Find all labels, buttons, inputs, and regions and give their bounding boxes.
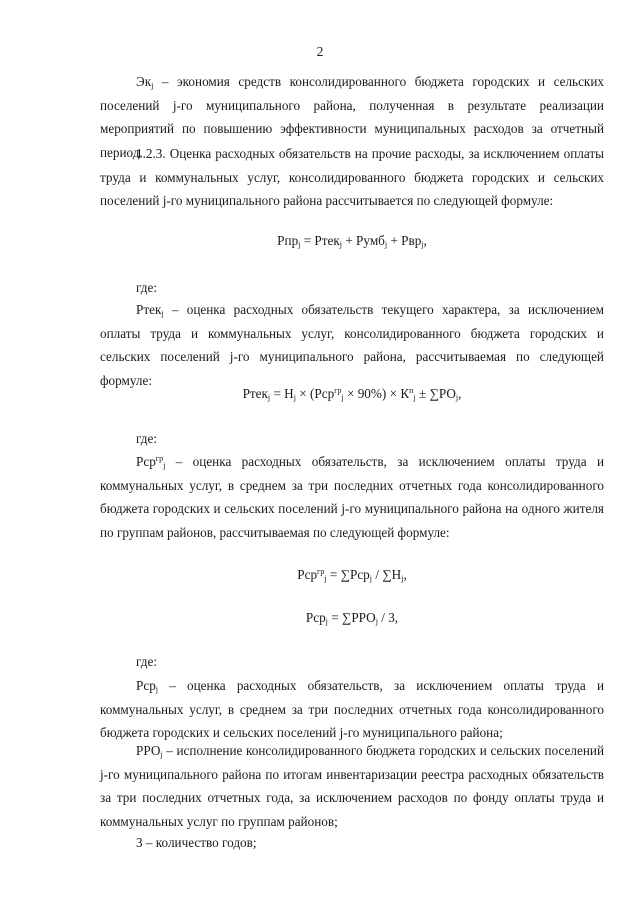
formula-rsr: $Рср_j = \sum РРО_j / 3$, (305, 610, 399, 626)
paragraph-rsr-gr: Рср$^{гр}_j$ – оценка расходных обязательств, за исключением оплаты труда и коммунальных услуг, в среднем за три последних отчетных года консолидированного бюджета городских и сельских поселений j-го муниципального района на одного жителя по группам районов, рассчитываемая по следующей формуле: (100, 454, 604, 540)
formula-rsr-gr: $Рср^{гр}_j = \sum Рср_j / \sum Н_j$, (297, 567, 407, 583)
label-gde-1: где: (136, 280, 157, 295)
formula-rtek: Ртек$_j$ = $Н_j \times (Рср^{гр}_j \times 90\%) \times К^п_j \pm \sum РО_j$, (242, 386, 462, 402)
paragraph-1-2-3: 1.2.3. Оценка расходных обязательств на прочие расходы, за исключением оплаты труда и коммунальных услуг, консолидированного бюджета городских и сельских поселений j-го муниципального района рассчитывается по следующей формуле: (100, 146, 604, 209)
paragraph-rsr: Рср$_j$ – оценка расходных обязательств, за исключением оплаты труда и коммунальных услуг, в среднем за три последних отчетных года консолидированного бюджета городских и сельских поселений j-го муниципального района; (100, 678, 604, 741)
paragraph-rro: $РРО_j$ – исполнение консолидированного бюджета городских и сельских поселений j-го муниципального района по итогам инвентаризации реестра расходных обязательств за три последних отчетных года, за исключением расходов по фонду оплаты труда и коммунальных услуг по группам районов; (100, 743, 604, 829)
page-number: 2 (316, 44, 324, 59)
label-gde-3: где: (136, 654, 157, 669)
formula-rpr: Рпр$_j$ = Ртек$_j$ + Румб$_j$ + Рвр$_j$, (277, 233, 427, 249)
paragraph-ek: $Эк_j$ – экономия средств консолидированного бюджета городских и сельских поселений j-го муниципального района, полученная в результате реализации мероприятий по повышению эффективности муниципальных расходов за отчетный период. (100, 74, 604, 160)
paragraph-rtek: Ртек$_j$ – оценка расходных обязательств текущего характера, за исключением оплаты труда и коммунальных услуг, консолидированного бюджета городских и сельских поселений j-го муниципального района, рассчитываемая по следующей формуле: (100, 302, 604, 388)
paragraph-years: 3 – количество годов; (136, 835, 257, 850)
label-gde-2: где: (136, 431, 157, 446)
